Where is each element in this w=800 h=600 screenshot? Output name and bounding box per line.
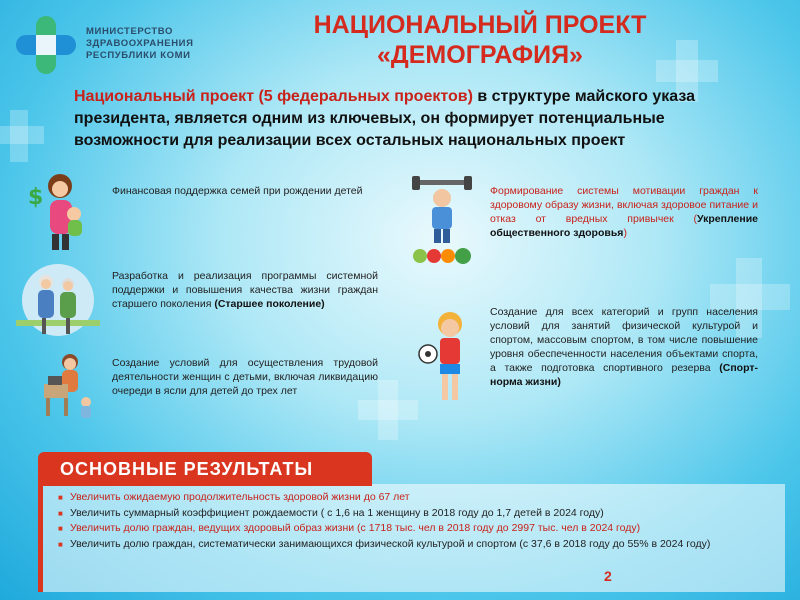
soccer-boy-icon [418,310,474,410]
result-item: ■ Увеличить долю граждан, систематически занимающихся физической культурой и спортом (с 37,6 в 2018 году до 55% в 2024 году) [58,537,778,553]
item-health-bold: Укрепление общественного здоровья [490,213,758,239]
results-list [58,490,778,552]
item-women: Создание условий для осуществления трудовой деятельности женщин с детьми, включая ликвидацию очереди в ясли для детей до трех лет [112,357,378,397]
intro-lead: Национальный проект (5 федеральных проектов) [74,88,473,105]
item-elderly-text: Разработка и реализация программы системной поддержки и повышения качества жизни граждан старшего поколения [112,270,378,310]
bg-cross-h [358,400,418,420]
item-elderly-bold: (Старшее поколение) [214,298,325,310]
item-finance: Финансовая поддержка семей при рождении детей [112,185,363,197]
item-health [490,184,758,240]
elderly-couple-icon [12,262,104,338]
page-title [210,10,750,70]
working-mother-icon [30,350,100,420]
bg-cross-h [0,126,44,144]
item-elderly [112,269,378,311]
ministry-line-3: РЕСПУБЛИКИ КОМИ [86,50,191,61]
intro-rest: в структуре майского указа президента, является одним из ключевых, он формирует потенциальные возможности для реализации всех остальных национальных проект [74,88,696,149]
mother-money-icon [24,172,94,252]
title-line-1: НАЦИОНАЛЬНЫЙ ПРОЕКТ [313,11,647,39]
page-number: 2 [604,568,612,584]
title-line-2: «ДЕМОГРАФИЯ» [377,41,583,69]
intro-paragraph [74,86,714,152]
ministry-name [86,26,194,62]
ministry-line-1: МИНИСТЕРСТВО [86,26,173,37]
healthy-boy-icon [408,176,478,266]
results-title: ОСНОВНЫЕ РЕЗУЛЬТАТЫ [60,459,314,479]
item-sport-text: Создание для всех категорий и групп населения условий для занятий физической культурой и спортом, массовым спортом, в том числе повышение уровня обеспеченности населения объектами спорта, а также подготовка спортивного резерва [490,306,758,374]
item-health-text: Формирование системы мотивации граждан к здоровому образу жизни, включая здоровое питание и отказ от вредных привычек ( [490,185,758,225]
result-item: ■ Увеличить суммарный коэффициент рождаемости ( с 1,6 на 1 женщину в 2018 году до 1,7 детей в 2024 году) [58,506,778,522]
item-sport-bold: (Спорт-норма жизни) [490,362,758,388]
svg-text:$: $ [28,185,44,210]
result-item: ■ Увеличить долю граждан, ведущих здоровый образ жизни (с 1718 тыс. чел в 2018 году до 2997 тыс. чел в 2024 году) [58,521,778,537]
ministry-logo-icon [12,14,80,76]
item-health-end: ) [623,227,627,239]
ministry-line-2: ЗДРАВООХРАНЕНИЯ [86,38,194,49]
item-sport [490,305,758,389]
result-item: ■ Увеличить ожидаемую продолжительность здоровой жизни до 67 лет [58,490,778,506]
